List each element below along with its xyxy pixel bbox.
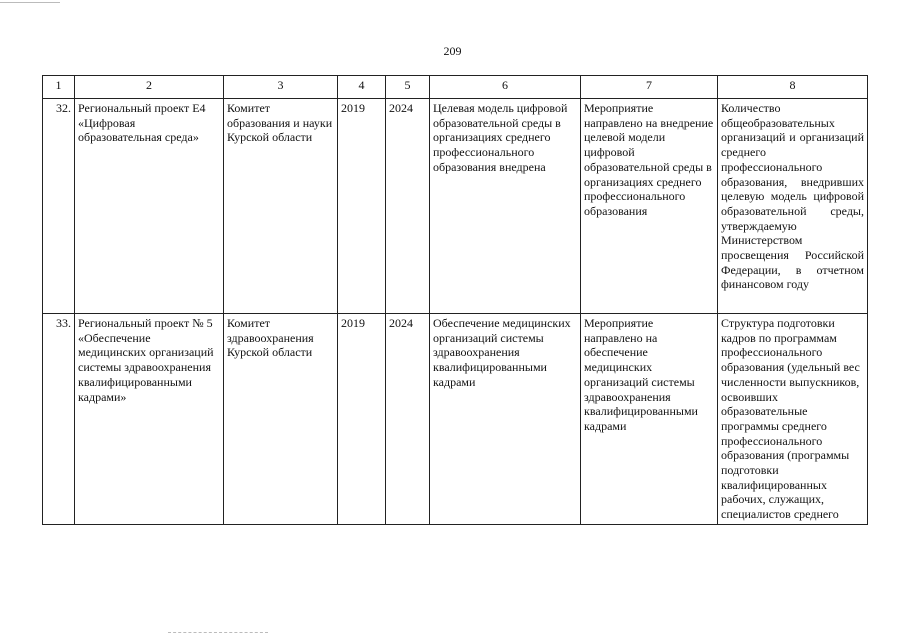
scan-edge-mark-top (0, 2, 60, 3)
col-header-8: 8 (718, 76, 868, 99)
start-year: 2019 (338, 99, 386, 314)
row-number: 32. (43, 99, 75, 314)
measure-description: Мероприятие направлено на внедрение целевой модели цифровой образовательной среды в организациях среднего профессионального образования (581, 99, 718, 314)
row-number: 33. (43, 314, 75, 525)
project-name: Региональный проект № 5 «Обеспечение медицинских организаций системы здравоохранения квалифицированными кадрами» (75, 314, 224, 525)
indicator: Количество общеобразовательных организаций и организаций среднего профессионального образования, внедривших целевую модель цифровой образовательной среды, утверждаемую Министерством просвещения Российской Федерации, в отчетном финансовом году (718, 99, 868, 314)
program-table (42, 75, 868, 525)
col-header-6: 6 (430, 76, 581, 99)
table-row (43, 314, 868, 525)
measure-description: Мероприятие направлено на обеспечение медицинских организаций системы здравоохранения квалифицированными кадрами (581, 314, 718, 525)
col-header-3: 3 (224, 76, 338, 99)
start-year: 2019 (338, 314, 386, 525)
indicator: Структура подготовки кадров по программам профессионального образования (удельный вес численности выпускников, освоивших образовательные программы среднего профессионального образования (программы подготовки квалифицированных рабочих, служащих, специалистов среднего (718, 314, 868, 525)
project-name: Региональный проект E4 «Цифровая образовательная среда» (75, 99, 224, 314)
col-header-1: 1 (43, 76, 75, 99)
col-header-2: 2 (75, 76, 224, 99)
header-row (43, 76, 868, 99)
col-header-5: 5 (386, 76, 430, 99)
end-year: 2024 (386, 314, 430, 525)
end-year: 2024 (386, 99, 430, 314)
executor: Комитет здравоохранения Курской области (224, 314, 338, 525)
expected-result: Целевая модель цифровой образовательной среды в организациях среднего профессионального образования внедрена (430, 99, 581, 314)
page-number: 209 (443, 44, 462, 58)
table-row (43, 99, 868, 314)
expected-result: Обеспечение медицинских организаций системы здравоохранения квалифицированными кадрами (430, 314, 581, 525)
col-header-4: 4 (338, 76, 386, 99)
executor: Комитет образования и науки Курской области (224, 99, 338, 314)
col-header-7: 7 (581, 76, 718, 99)
scan-edge-mark-bottom (168, 632, 268, 633)
